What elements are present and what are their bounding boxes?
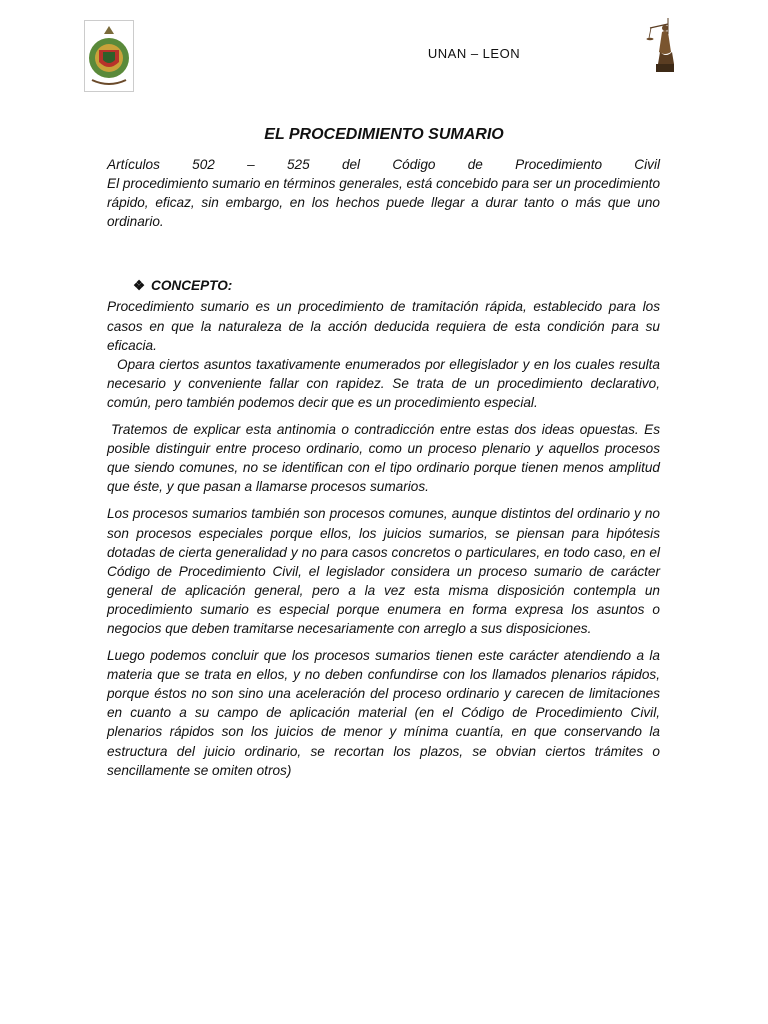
institution-header: UNAN – LEON — [427, 46, 521, 61]
concept-heading — [107, 276, 660, 295]
concept-paragraph: Opara ciertos asuntos taxativamente enumerados por ellegislador y en los cuales resulta necesario y conveniente fallar con rapidez. Se trata de un procedimiento declarativo, común, pero también podemos decir que es un procedimiento especial. — [107, 356, 660, 410]
lady-justice-icon — [646, 14, 680, 76]
concept-paragraph: Procedimiento sumario es un procedimiento de tramitación rápida, establecido para los casos en que la naturaleza de la acción deducida requiera de esta condición para su eficacia. — [107, 299, 660, 353]
diamond-bullet-icon: ❖ — [133, 278, 146, 294]
concept-paragraph: Tratemos de explicar esta antinomia o contradicción entre estas dos ideas opuestas. Es posible distinguir entre proceso ordinario, como un proceso plenario y aquellos procesos que siendo comunes, no se identifican con el tipo ordinario porque tienen menos amplitud que éste, y que pasan a llamarse procesos sumarios. — [107, 422, 660, 495]
intro-paragraph: El procedimiento sumario en términos generales, está concebido para ser un procedimiento rápido, eficaz, sin embargo, en los hechos puede llegar a durar tanto o más que uno ordinario. — [107, 176, 660, 230]
articles-line: Artículos 502 – 525 del Código de Procedimiento Civil — [107, 157, 660, 172]
document-body — [107, 155, 660, 780]
concept-paragraph: Los procesos sumarios también son procesos comunes, aunque distintos del ordinario y no son procesos especiales porque ellos, los juicios sumarios, se piensan para hipótesis dotadas de cierta generalidad y no para casos concretos o particulares, en todo caso, en el Código de Procedimiento Civil, el legislador considera un proceso sumario de carácter general de aplicación general, pero a la vez esta misma disposición contempla un procedimiento sumario es especial porque enumera en forma expresa los asuntos o negocios que deben tramitarse necesariamente con arreglo a sus disposiciones. — [107, 506, 660, 636]
document-title: EL PROCEDIMIENTO SUMARIO — [264, 126, 504, 143]
concept-paragraph: Luego podemos concluir que los procesos sumarios tienen este carácter atendiendo a la materia que se trata en ellos, y no deben confundirse con los llamados plenarios rápidos, porque éstos no son sino una aceleración del proceso ordinario y carecen de limitaciones en cuanto a su campo de aplicación material (en el Código de Procedimiento Civil, plenarios rápidos son los juicios de menor y mínima cuantía, en que conservando la estructura del juicio ordinario, se recortan los plazos, se obvian ciertos trámites o sencillamente se omiten otros) — [107, 648, 660, 778]
concept-heading-text: CONCEPTO: — [151, 278, 233, 294]
